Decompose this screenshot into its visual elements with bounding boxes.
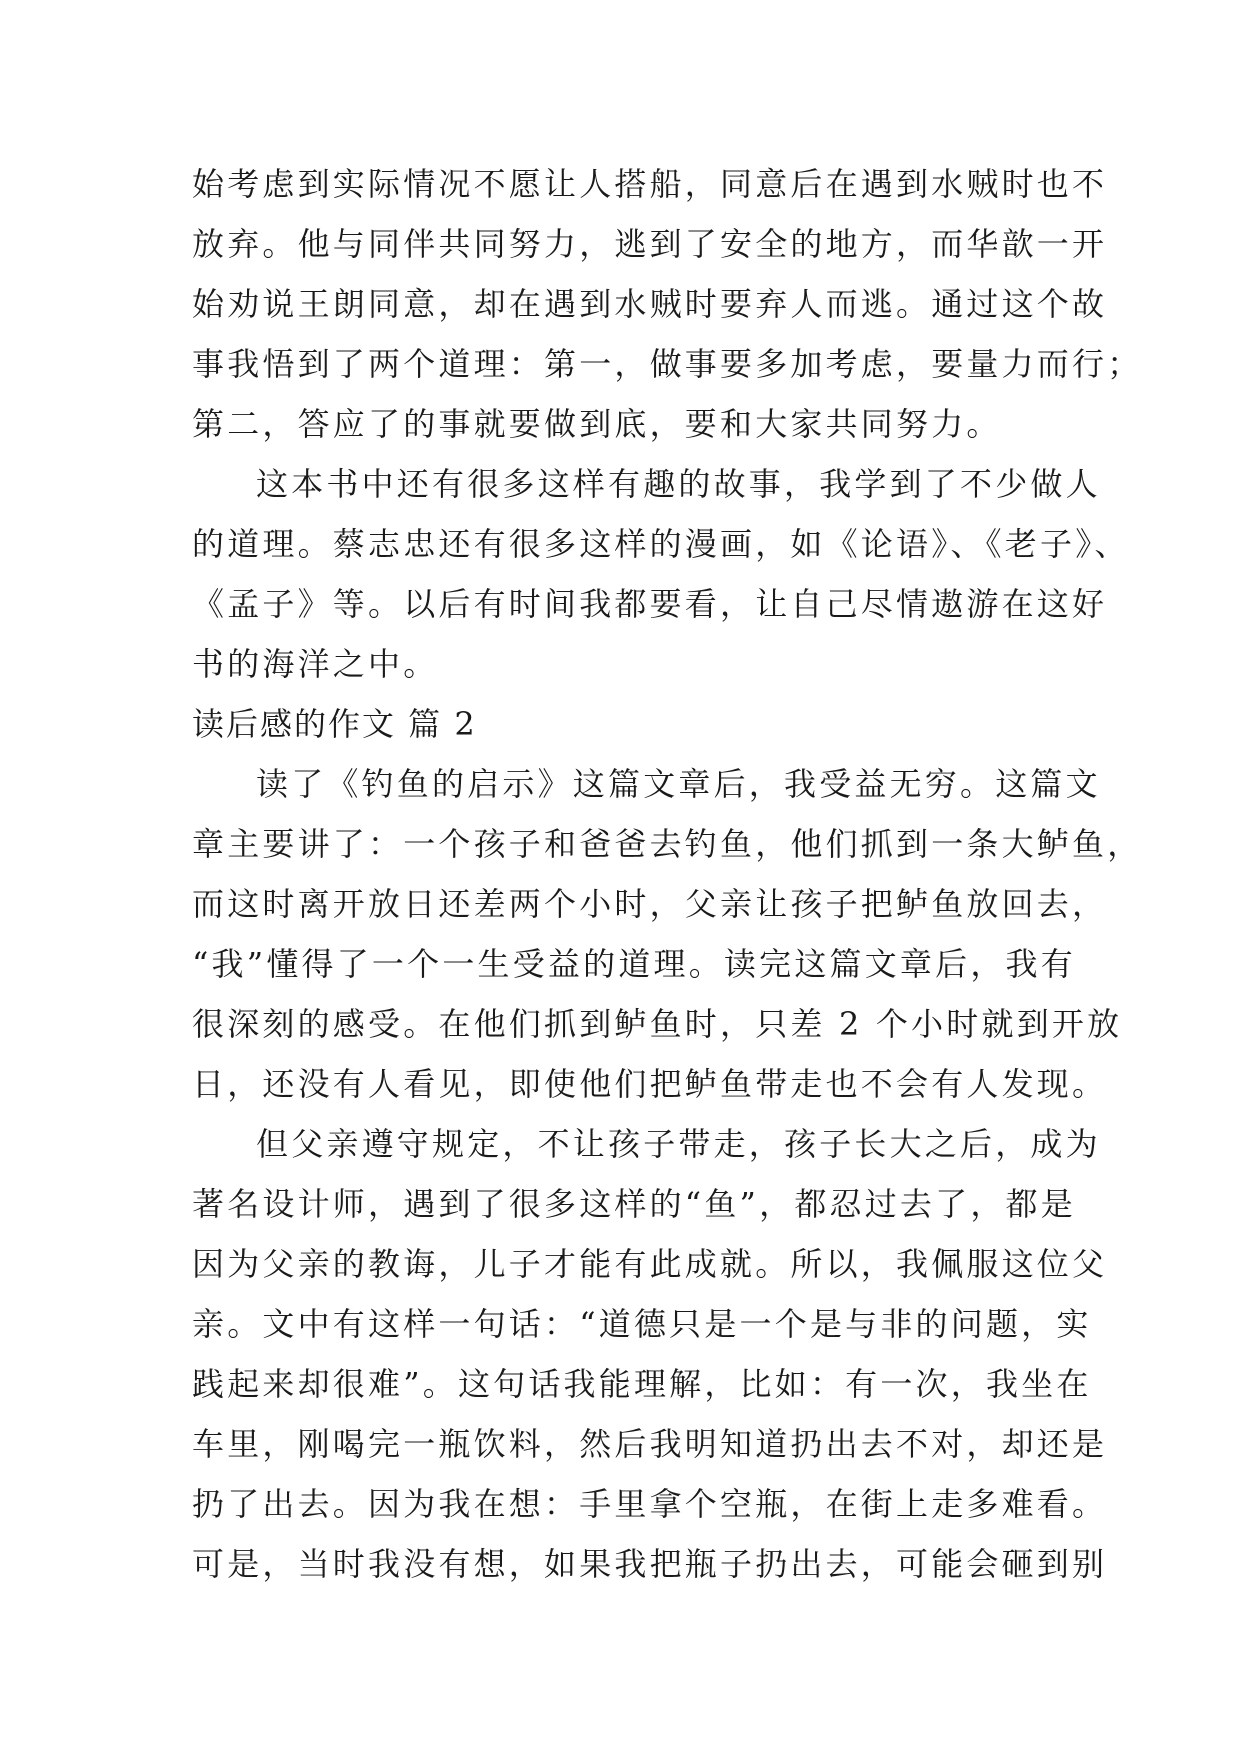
text-line: 日，还没有人看见，即使他们把鲈鱼带走也不会有人发现。 — [192, 1065, 1108, 1103]
text-line: 放弃。他与同伴共同努力，逃到了安全的地方，而华歆一开 — [192, 225, 1108, 263]
text-line: 可是，当时我没有想，如果我把瓶子扔出去，可能会砸到别 — [192, 1545, 1108, 1583]
text-line: 著名设计师，遇到了很多这样的“鱼”，都忍过去了，都是 — [192, 1185, 1076, 1223]
text-line: “我”懂得了一个一生受益的道理。读完这篇文章后，我有 — [192, 945, 1076, 983]
text-line: 书的海洋之中。 — [192, 645, 439, 683]
text-line: 始考虑到实际情况不愿让人搭船，同意后在遇到水贼时也不 — [192, 165, 1108, 203]
text-line: 《孟子》等。以后有时间我都要看，让自己尽情遨游在这好 — [192, 585, 1108, 623]
text-line: 车里，刚喝完一瓶饮料，然后我明知道扔出去不对，却还是 — [192, 1425, 1108, 1463]
text-line: 而这时离开放日还差两个小时，父亲让孩子把鲈鱼放回去， — [192, 885, 1108, 923]
text-line: 第二，答应了的事就要做到底，要和大家共同努力。 — [192, 405, 1002, 443]
paragraph-first-line: 这本书中还有很多这样有趣的故事，我学到了不少做人 — [256, 465, 1101, 503]
text-line: 章主要讲了：一个孩子和爸爸去钓鱼，他们抓到一条大鲈鱼， — [192, 825, 1143, 863]
text-line: 始劝说王朗同意，却在遇到水贼时要弃人而逃。通过这个故 — [192, 285, 1108, 323]
text-line: 的道理。蔡志忠还有很多这样的漫画，如《论语》、《老子》、 — [192, 525, 1130, 563]
text-line: 事我悟到了两个道理：第一，做事要多加考虑，要量力而行； — [192, 345, 1143, 383]
section-heading: 读后感的作文 篇 2 — [192, 705, 477, 743]
text-line: 很深刻的感受。在他们抓到鲈鱼时，只差 2 个小时就到开放 — [192, 1005, 1123, 1043]
text-line: 践起来却很难”。这句话我能理解，比如：有一次，我坐在 — [192, 1365, 1092, 1403]
text-line: 亲。文中有这样一句话：“道德只是一个是与非的问题，实 — [192, 1305, 1092, 1343]
paragraph-first-line: 但父亲遵守规定，不让孩子带走，孩子长大之后，成为 — [256, 1125, 1101, 1163]
paragraph-first-line: 读了《钓鱼的启示》这篇文章后，我受益无穷。这篇文 — [256, 765, 1101, 803]
text-line: 扔了出去。因为我在想：手里拿个空瓶，在街上走多难看。 — [192, 1485, 1108, 1523]
text-line: 因为父亲的教诲，儿子才能有此成就。所以，我佩服这位父 — [192, 1245, 1108, 1283]
